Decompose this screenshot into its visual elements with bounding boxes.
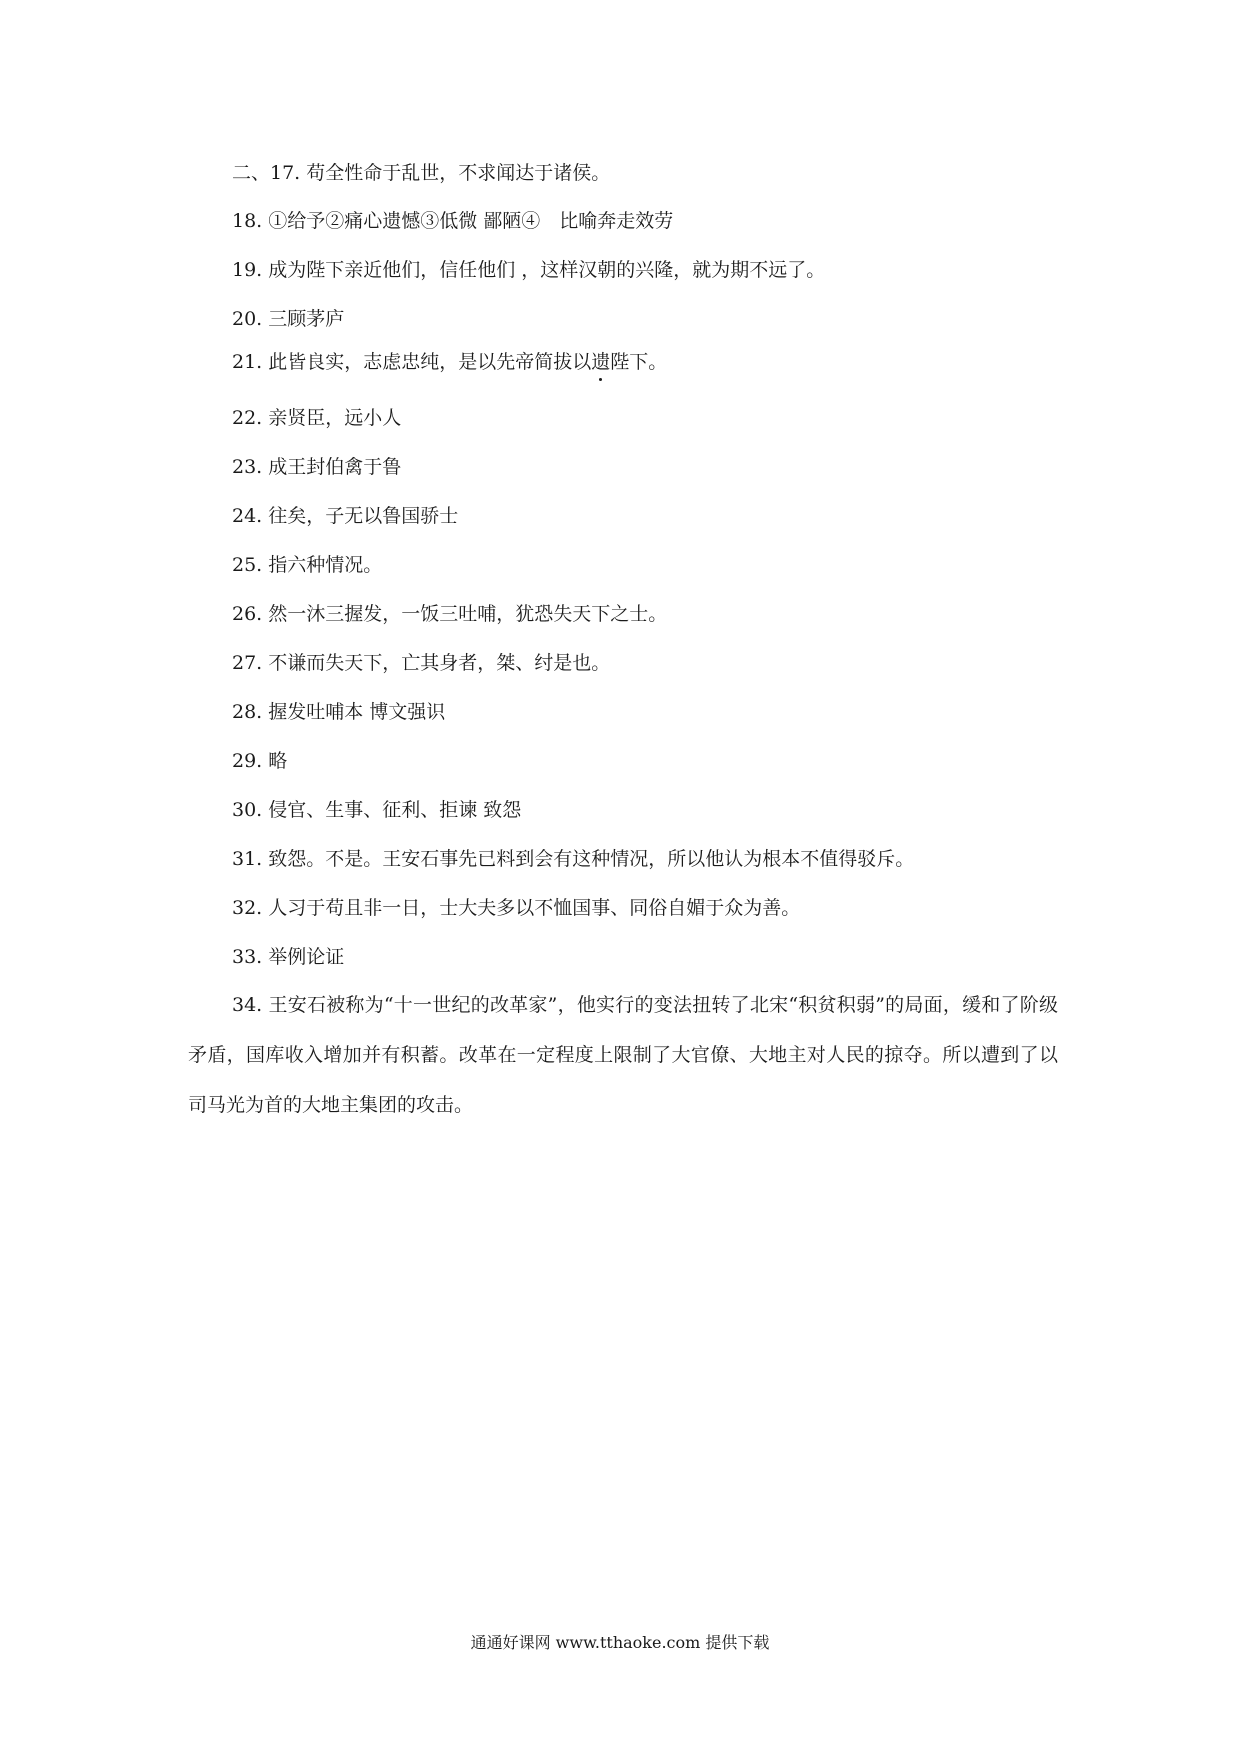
answer-33: 33. 举例论证 <box>232 946 345 968</box>
answer-34: 34. 王安石被称为“十一世纪的改革家”，他实行的变法扭转了北宋“积贫积弱”的局面，缓和了阶级矛盾，国库收入增加并有积蓄。改革在一定程度上限制了大官僚、大地主对人民的掠夺。所以遭到了以司马光为首的大地主集团的攻击。 <box>188 994 1058 1116</box>
answer-24: 24. 往矣，子无以鲁国骄士 <box>232 505 459 527</box>
answer-30: 30. 侵官、生事、征利、拒谏 致怨 <box>232 799 522 821</box>
answer-27: 27. 不谦而失天下，亡其身者，桀、纣是也。 <box>232 652 611 674</box>
answer-21-emphasized-char: 遗 <box>591 351 611 373</box>
answer-25: 25. 指六种情况。 <box>232 554 383 576</box>
answer-21-text-after: 陛下。 <box>610 351 668 373</box>
answer-31: 31. 致怨。不是。王安石事先已料到会有这种情况，所以他认为根本不值得驳斥。 <box>232 848 915 870</box>
answer-32: 32. 人习于苟且非一日，士大夫多以不恤国事、同俗自媚于众为善。 <box>232 897 801 919</box>
answer-21-text-before: 21. 此皆良实，志虑忠纯，是以先帝简拔以 <box>232 351 592 373</box>
answer-20: 20. 三顾茅庐 <box>232 308 345 330</box>
answer-19: 19. 成为陛下亲近他们，信任他们 ，这样汉朝的兴隆，就为期不远了。 <box>232 259 826 281</box>
answer-18: 18. ①给予②痛心遗憾③低微 鄙陋④ 比喻奔走效劳 <box>232 210 674 232</box>
answer-26: 26. 然一沐三握发，一饭三吐哺，犹恐失天下之士。 <box>232 603 668 625</box>
page-footer: 通通好课网 www.tthaoke.com 提供下载 <box>470 1633 770 1652</box>
answer-17: 二、17. 苟全性命于乱世，不求闻达于诸侯。 <box>232 162 611 184</box>
answer-21 <box>232 349 667 375</box>
answer-29: 29. 略 <box>232 750 288 772</box>
answer-23: 23. 成王封伯禽于鲁 <box>232 456 402 478</box>
answer-22: 22. 亲贤臣，远小人 <box>232 407 402 429</box>
answer-28: 28. 握发吐哺本 博文强识 <box>232 701 446 723</box>
